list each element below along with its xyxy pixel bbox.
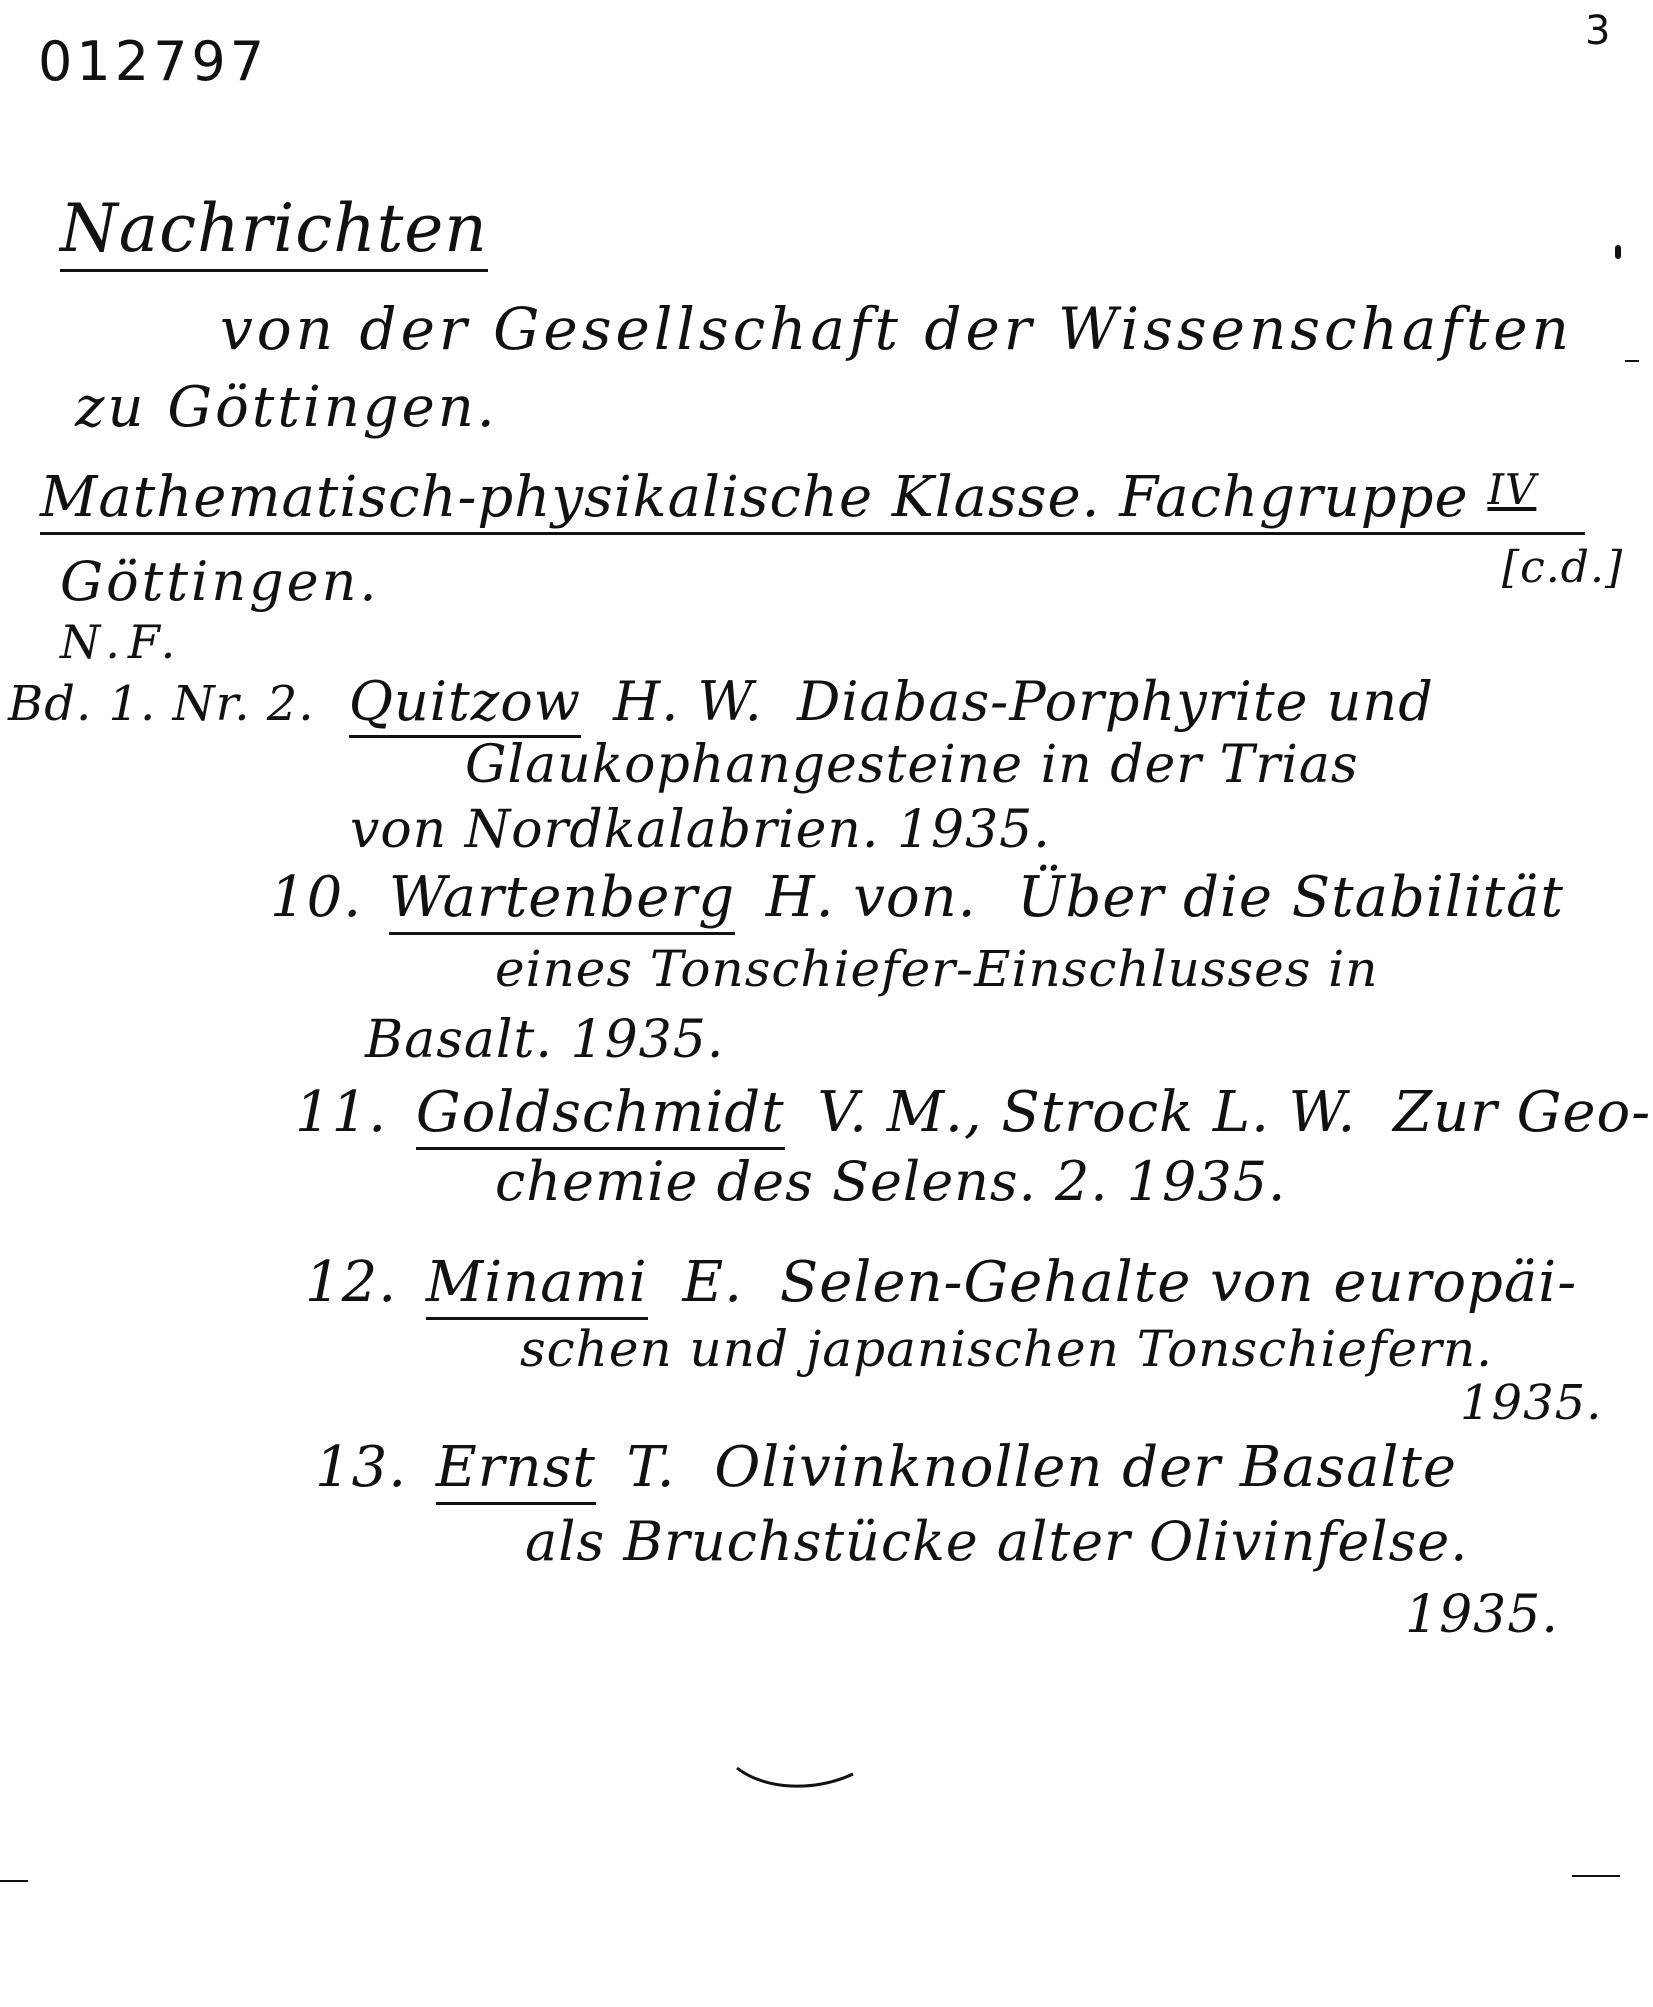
entry-10-line-1 [270,865,1564,930]
entry-11-line-1 [295,1080,1651,1145]
entry-1-title-line-3: von Nordkalabrien. 1935. [350,800,1051,860]
entry-13-title-line-1: Olivinknollen der Basalte [714,1435,1458,1500]
header-title: Nachrichten [60,190,488,272]
edge-mark-left [0,1880,28,1882]
entry-13-initials: T. [626,1435,676,1500]
header-line-2: von der Gesellschaft der Wissenschaften [220,295,1573,363]
header-place: Göttingen. [60,550,380,613]
entry-11-title-line-1: Zur Geo- [1393,1080,1652,1145]
entry-1-initials: H. W. [613,670,763,733]
entry-13-title-line-3: 1935. [1405,1585,1559,1645]
entry-10-title-line-2: eines Tonschiefer-Einschlusses in [495,940,1379,998]
entry-10-title-line-1: Über die Stabilität [1017,865,1565,930]
entry-11-title-line-2: chemie des Selens. 2. 1935. [495,1150,1287,1213]
entry-1-number: Bd. 1. Nr. 2. [8,676,315,732]
entry-1-author: Quitzow [349,670,581,738]
entry-12-title-line-3: 1935. [1460,1375,1603,1431]
entry-13-number: 13. [315,1435,408,1500]
entry-12-title-line-2: schen und japanischen Tonschiefern. [520,1320,1494,1378]
entry-10-title-line-3: Basalt. 1935. [365,1010,725,1070]
header-class-text: Mathematisch-physikalische Klasse. Fachgruppe [40,465,1469,530]
entry-1-title-line-1: Diabas-Porphyrite und [796,670,1434,733]
page-number: 3 [1585,8,1612,54]
entry-11-number: 11. [295,1080,388,1145]
entry-12-initials: E. [682,1250,744,1315]
entry-10-initials: H. von. [765,865,977,930]
entry-11-initials: V. M., Strock L. W. [817,1080,1357,1145]
entry-1-line-1 [8,670,1434,733]
header-line-4 [40,465,1585,535]
header-line-3: zu Göttingen. [75,375,498,440]
entry-13-line-1 [315,1435,1457,1500]
catalog-number: 012797 [38,30,269,93]
entry-10-author: Wartenberg [389,865,735,935]
entry-10-number: 10. [270,865,363,930]
header-note: [c.d.] [1502,542,1624,593]
entry-13-author: Ernst [436,1435,596,1505]
entry-11-author: Goldschmidt [416,1080,785,1150]
edge-mark-right [1572,1875,1620,1877]
header-fachgruppe-number: IV [1487,465,1537,514]
entry-12-author: Minami [426,1250,648,1320]
entry-12-line-1 [305,1250,1577,1315]
header-series: N.F. [60,615,184,669]
edge-mark-right-top [1625,360,1639,362]
entry-12-title-line-1: Selen-Gehalte von europäi- [779,1250,1578,1315]
entry-1-title-line-2: Glaukophangesteine in der Trias [465,735,1359,795]
entry-12-number: 12. [305,1250,398,1315]
punch-mark-right [1615,245,1621,259]
pencil-stroke-mark [735,1760,855,1800]
entry-13-title-line-2: als Bruchstücke alter Olivinfelse. [525,1510,1469,1573]
